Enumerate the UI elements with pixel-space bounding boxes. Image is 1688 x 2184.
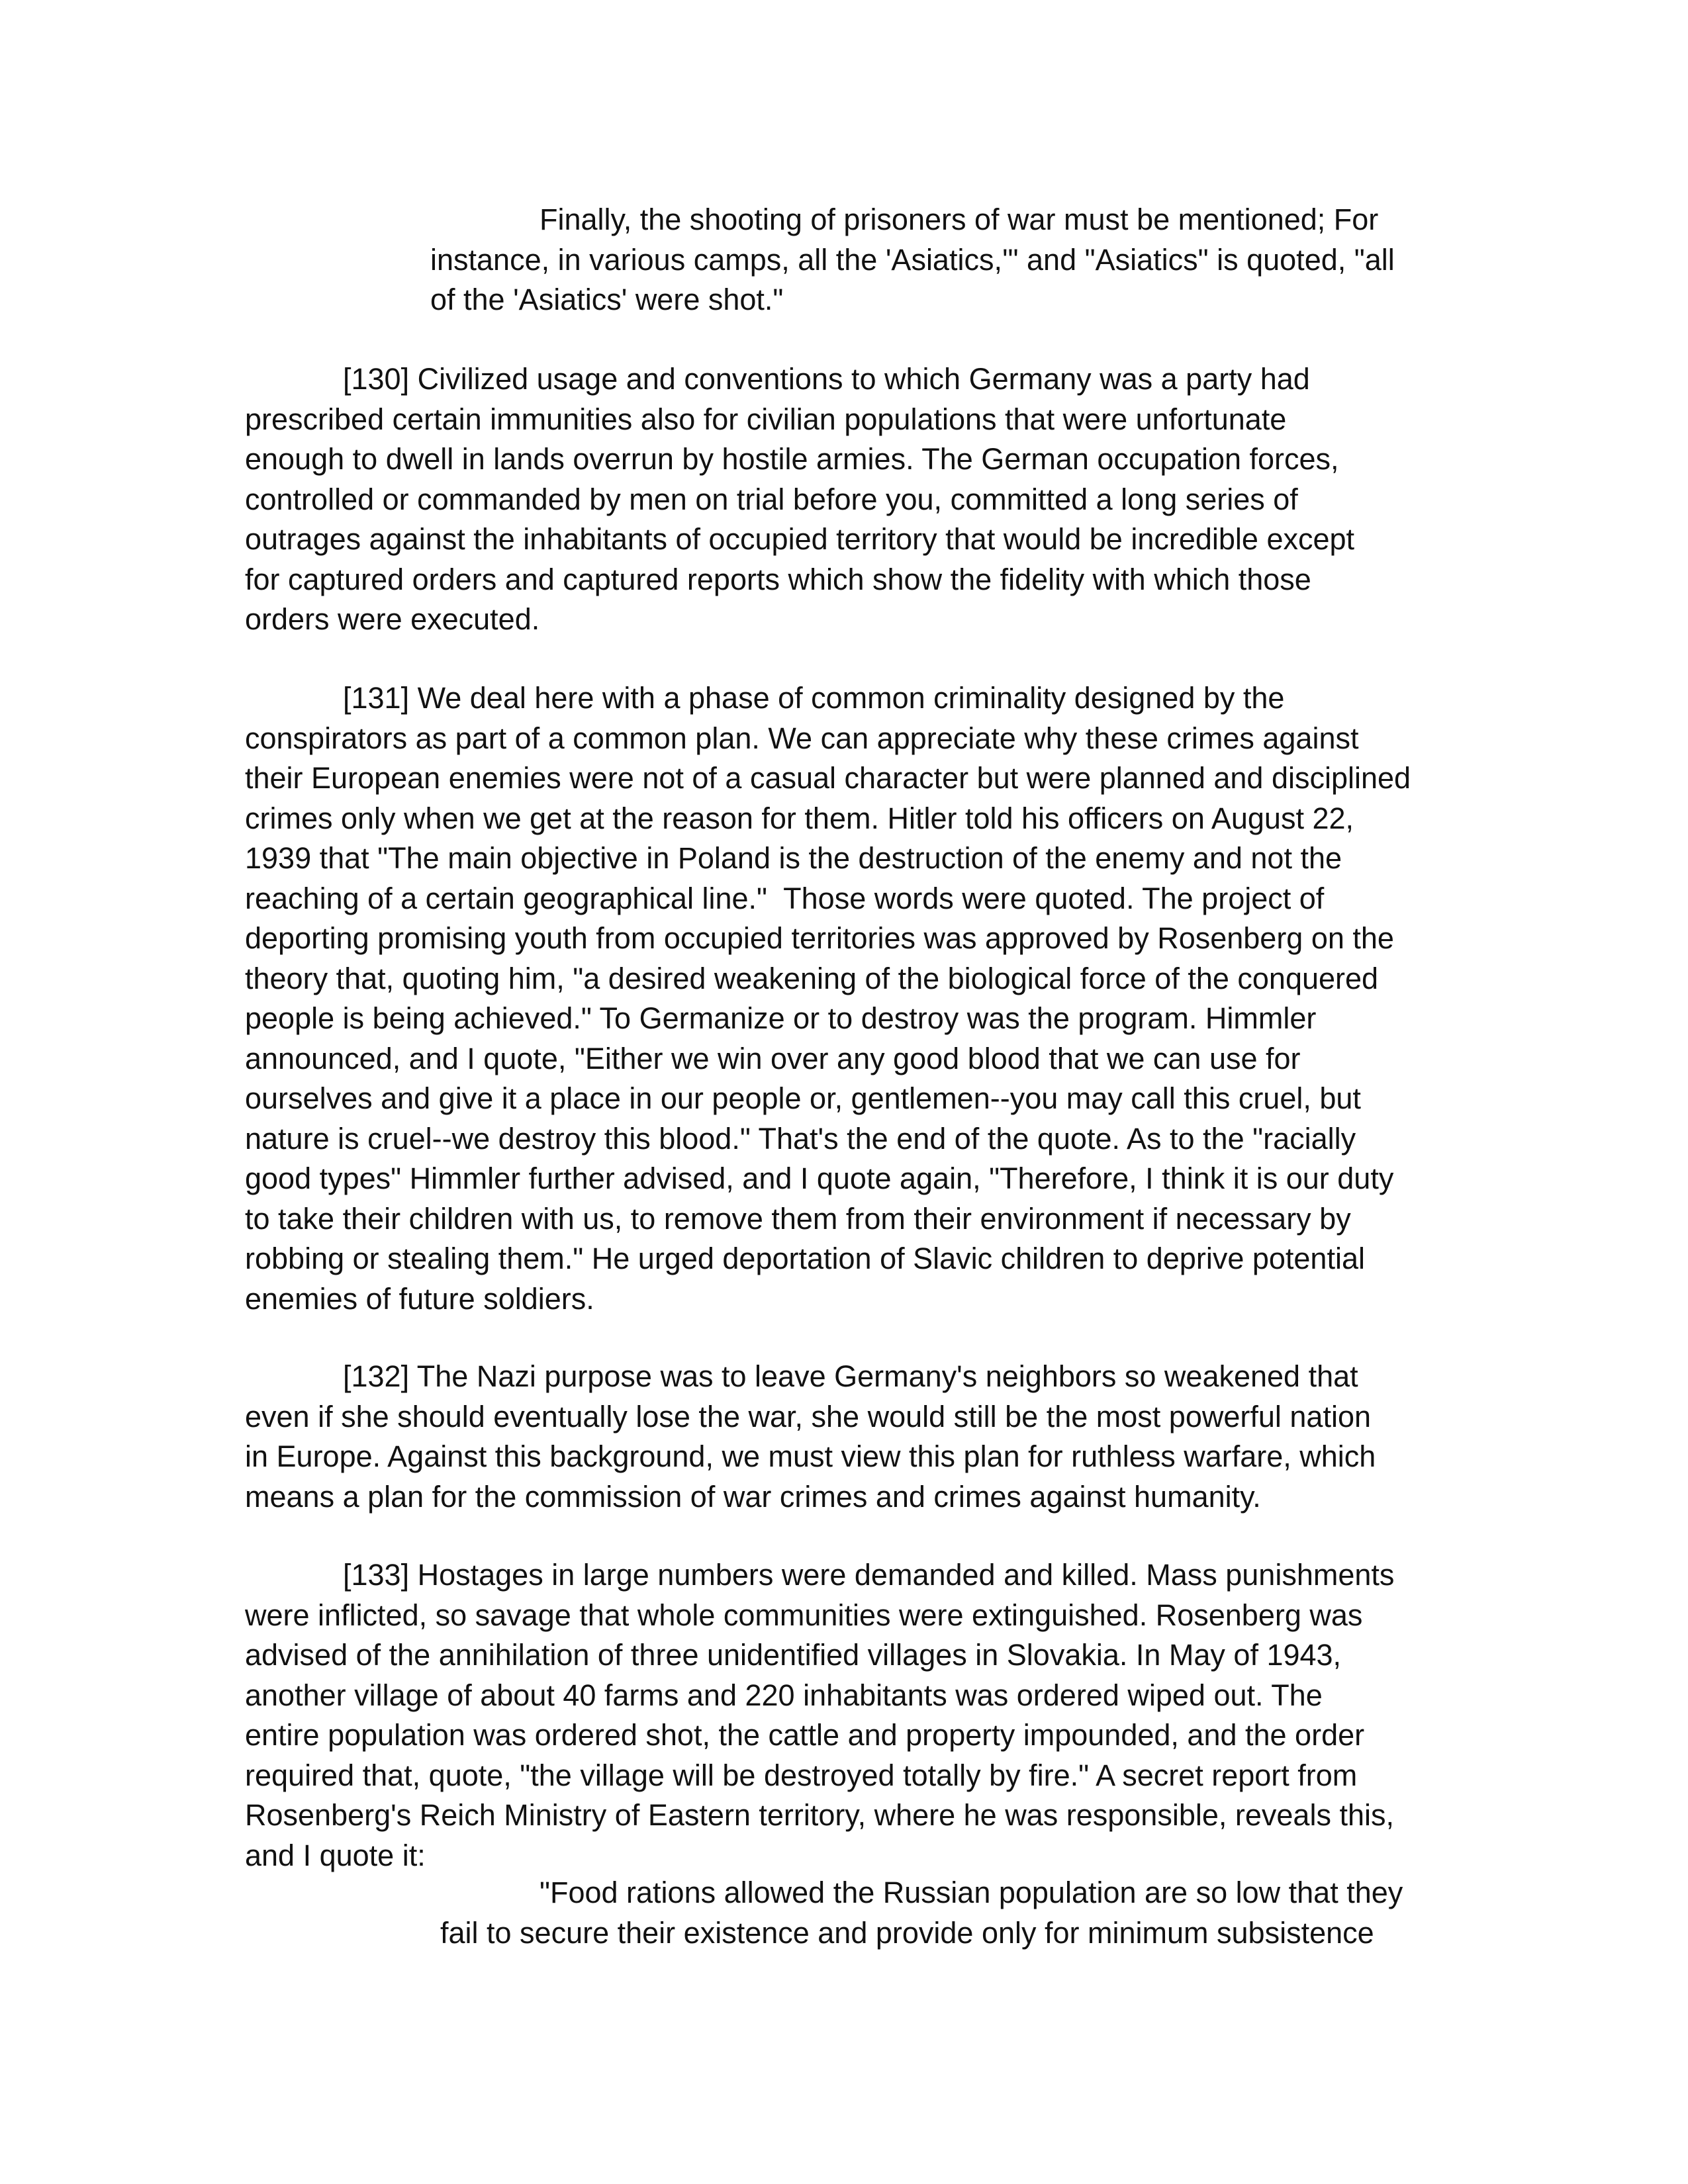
paragraph-line: enemies of future soldiers. [245,1281,594,1316]
paragraph-line: controlled or commanded by men on trial before you, committed a long series of [245,482,1298,516]
paragraph-line: were inflicted, so savage that whole communities were extinguished. Rosenberg was [245,1598,1363,1632]
paragraph-line: [131] We deal here with a phase of common criminality designed by the [343,681,1285,715]
paragraph-line: [133] Hostages in large numbers were demanded and killed. Mass punishments [343,1558,1395,1592]
paragraph-line: enough to dwell in lands overrun by hostile armies. The German occupation forces, [245,442,1339,476]
quote-line: "Food rations allowed the Russian population are so low that they [539,1876,1403,1909]
paragraph-line: robbing or stealing them." He urged deportation of Slavic children to deprive potential [245,1242,1365,1275]
paragraph-line: reaching of a certain geographical line." Those words were quoted. The project of [245,881,1325,915]
paragraph-line: announced, and I quote, "Either we win over any good blood that we can use for [245,1041,1301,1075]
paragraph-line: means a plan for the commission of war crimes and crimes against humanity. [245,1479,1261,1514]
paragraph-line: to take their children with us, to remove them from their environment if necessary by [245,1201,1351,1236]
paragraph-line: orders were executed. [245,602,540,636]
paragraph-line: 1939 that "The main objective in Poland is the destruction of the enemy and not the [245,841,1342,875]
paragraph-line: theory that, quoting him, "a desired weakening of the biological force of the conquered [245,961,1379,995]
paragraph-line: and I quote it: [245,1838,426,1872]
paragraph-line: prescribed certain immunities also for civilian populations that were unfortunate [245,402,1287,436]
quote-line: Finally, the shooting of prisoners of war must be mentioned; For [539,203,1379,236]
paragraph-line: [132] The Nazi purpose was to leave Germany's neighbors so weakened that [343,1359,1358,1393]
quote-line: of the 'Asiatics' were shot." [430,283,784,316]
paragraph-line: conspirators as part of a common plan. We can appreciate why these crimes against [245,721,1359,755]
quote-line: instance, in various camps, all the 'Asiatics,'" and "Asiatics" is quoted, "all [430,242,1395,277]
quote-line: fail to secure their existence and provide only for minimum subsistence [440,1915,1374,1950]
paragraph-line: nature is cruel--we destroy this blood." That's the end of the quote. As to the "racially [245,1121,1356,1156]
paragraph-line: deporting promising youth from occupied territories was approved by Rosenberg on the [245,921,1394,955]
paragraph-line: in Europe. Against this background, we must view this plan for ruthless warfare, which [245,1439,1376,1473]
paragraph-line: Rosenberg's Reich Ministry of Eastern territory, where he was responsible, reveals this, [245,1798,1394,1832]
paragraph-line: crimes only when we get at the reason for them. Hitler told his officers on August 22, [245,801,1354,835]
paragraph-line: people is being achieved." To Germanize or to destroy was the program. Himmler [245,1001,1317,1035]
paragraph-line: even if she should eventually lose the war, she would still be the most powerful nation [245,1399,1371,1433]
paragraph-line: required that, quote, "the village will be destroyed totally by fire." A secret report from [245,1758,1358,1792]
paragraph-line: for captured orders and captured reports which show the fidelity with which those [245,562,1311,596]
paragraph-line: [130] Civilized usage and conventions to which Germany was a party had [343,362,1310,396]
paragraph-line: another village of about 40 farms and 220 inhabitants was ordered wiped out. The [245,1678,1323,1712]
paragraph-line: good types" Himmler further advised, and I quote again, "Therefore, I think it is our duty [245,1161,1394,1195]
paragraph-line: ourselves and give it a place in our people or, gentlemen--you may call this cruel, but [245,1081,1361,1115]
paragraph-line: entire population was ordered shot, the cattle and property impounded, and the order [245,1718,1365,1752]
paragraph-line: advised of the annihilation of three unidentified villages in Slovakia. In May of 1943, [245,1638,1342,1672]
paragraph-line: their European enemies were not of a casual character but were planned and disciplined [245,761,1411,795]
paragraph-line: outrages against the inhabitants of occupied territory that would be incredible except [245,522,1355,556]
